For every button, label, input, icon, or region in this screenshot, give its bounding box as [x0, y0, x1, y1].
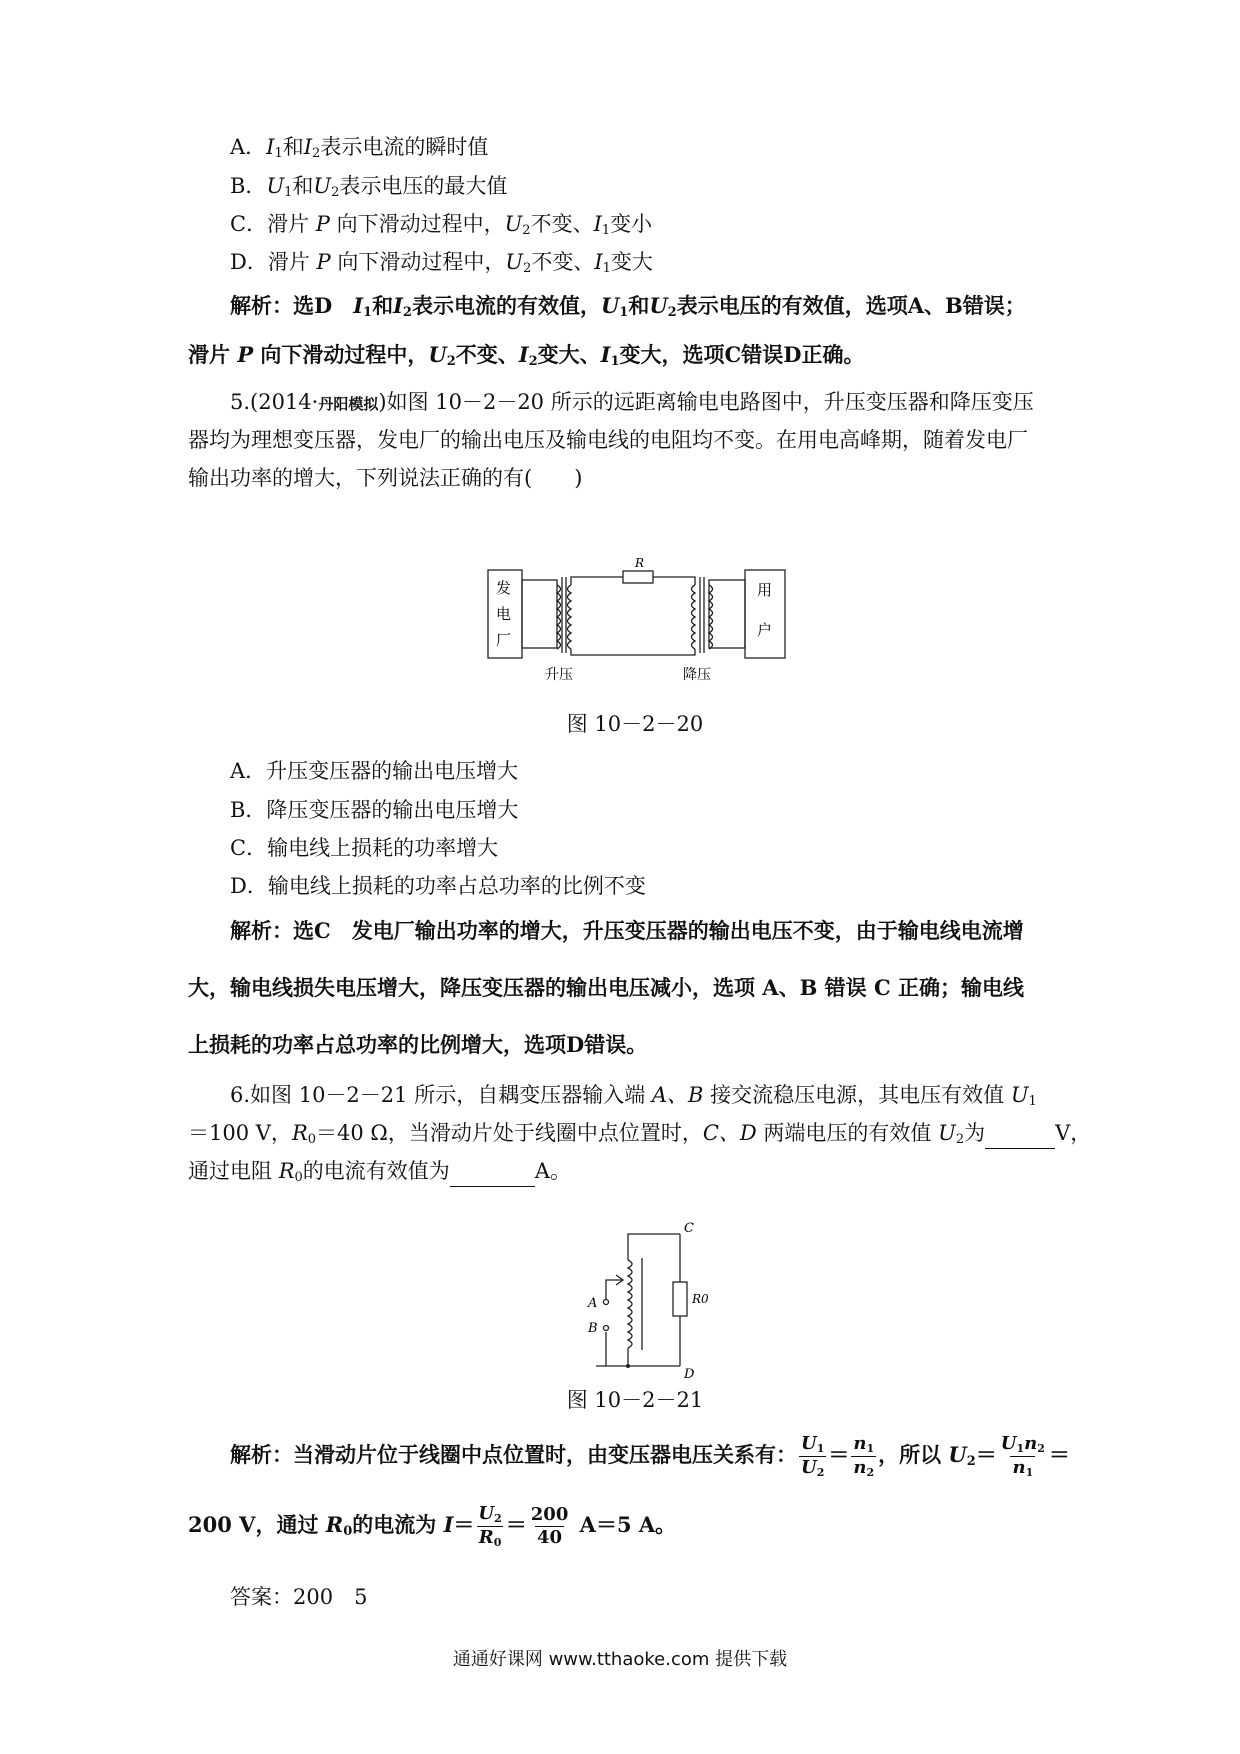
user-char-1: 用: [757, 581, 773, 599]
q5-stem-line1: 5.(2014·丹阳模拟)如图 10－2－20 所示的远距离输电电路图中，升压变压器和降压变压: [230, 390, 1034, 414]
q4-option-c: C．滑片 P 向下滑动过程中，$U_2$不变、$I_1$变小: [230, 212, 653, 238]
fraction-u1-u2: $\frac{U_1}{U_2}$: [801, 1433, 825, 1479]
q5-analysis-line2: 大，输电线损失电压增大，降压变压器的输出电压减小，选项 A、B 错误 C 正确；输电线: [188, 975, 1024, 1000]
q5-option-c: C．输电线上损耗的功率增大: [230, 836, 499, 860]
transmission-circuit-diagram: [485, 555, 805, 685]
q6-stem-line3: 通过电阻 $R_0$的电流有效值为 A。: [188, 1156, 571, 1193]
q4-option-b: B．$U_1$和$U_2$表示电压的最大值: [230, 174, 508, 200]
terminal-a-label: A: [588, 1296, 598, 1311]
fraction-n1-n2: $\frac{n_1}{n_2}$: [853, 1433, 875, 1479]
fraction-200-40: $\frac{200}{40}$: [530, 1504, 569, 1548]
q4-analysis-line1: 解析：选D $I_1$和$I_2$表示电流的有效值，$U_1$和$U_2$表示电压的有效值，选项A、B错误；: [230, 293, 1026, 320]
step-up-label: 升压: [545, 667, 573, 683]
resistor-r0-label: R0: [692, 1292, 709, 1306]
q5-option-a: A．升压变压器的输出电压增大: [230, 759, 519, 783]
user-char-2: 户: [757, 621, 773, 639]
q5-stem-line2: 器均为理想变压器，发电厂的输出电压及输电线的电阻均不变。在用电高峰期，随着发电厂: [188, 428, 1028, 452]
q6-figure-caption: 图 10－2－21: [566, 1388, 704, 1412]
q6-stem-line2: ＝100 V，$R_0=40$ Ω，当滑动片处于线圈中点位置时，C、D 两端电压的有效值 $U_2$为 V，: [188, 1118, 1091, 1155]
q5-figure-caption: 图 10－2－20: [566, 712, 704, 736]
q4-option-d: D．滑片 P 向下滑动过程中，$U_2$不变、$I_1$变大: [230, 250, 653, 276]
fraction-u2-r0: $\frac{U_2}{R_0}$: [478, 1503, 502, 1549]
plant-char-2: 电: [496, 605, 512, 623]
step-down-label: 降压: [683, 667, 711, 683]
q6-final-answer: 答案：200 5: [230, 1585, 368, 1609]
q5-analysis-line1: 解析：选C 发电厂输出功率的增大，升压变压器的输出电压不变，由于输电线电流增: [230, 918, 1024, 943]
q4-option-a: A．$I_1$和$I_2$表示电流的瞬时值: [230, 135, 489, 161]
autotransformer-circuit-diagram: [560, 1218, 720, 1382]
q5-analysis-line3: 上损耗的功率占总功率的比例增大，选项D错误。: [188, 1032, 648, 1057]
terminal-d-label: D: [684, 1367, 695, 1382]
plant-char-3: 厂: [496, 631, 512, 649]
answer-blank-current[interactable]: [450, 1156, 535, 1187]
page-footer: 通通好课网 www.tthaoke.com 提供下载: [452, 1649, 788, 1670]
q5-option-b: B．降压变压器的输出电压增大: [230, 798, 519, 822]
q5-stem-line3: 输出功率的增大，下列说法正确的有( ): [188, 466, 583, 490]
terminal-c-label: C: [684, 1221, 694, 1236]
q6-stem-line1: 6.如图 10－2－21 所示，自耦变压器输入端 A、B 接交流稳压电源，其电压有效值 $U_1$: [230, 1083, 1037, 1109]
resistor-label: R: [635, 556, 645, 570]
q6-analysis-line1: 解析：当滑动片位于线圈中点位置时，由变压器电压关系有： $\frac{U_1}{U_2}$ ＝ $\frac{n_1}{n_2}$ ，所以 $U_2=$ $\frac{U_1n_2}{n_1}$ ＝: [230, 1433, 1070, 1479]
q5-option-d: D．输电线上损耗的功率占总功率的比例不变: [230, 874, 646, 898]
q4-analysis-line2: 滑片 P 向下滑动过程中，$U_2$不变、$I_2$变大、$I_1$变大，选项C错误D正确。: [188, 342, 865, 369]
plant-char-1: 发: [496, 579, 512, 597]
q6-analysis-line2: 200 V，通过 $R_0$的电流为 I＝ $\frac{U_2}{R_0}$ ＝ $\frac{200}{40}$ A＝5 A。: [188, 1503, 677, 1549]
terminal-b-label: B: [588, 1321, 598, 1336]
fraction-u1n2-n1: $\frac{U_1n_2}{n_1}$: [1000, 1433, 1045, 1479]
answer-blank-voltage[interactable]: [985, 1118, 1055, 1149]
